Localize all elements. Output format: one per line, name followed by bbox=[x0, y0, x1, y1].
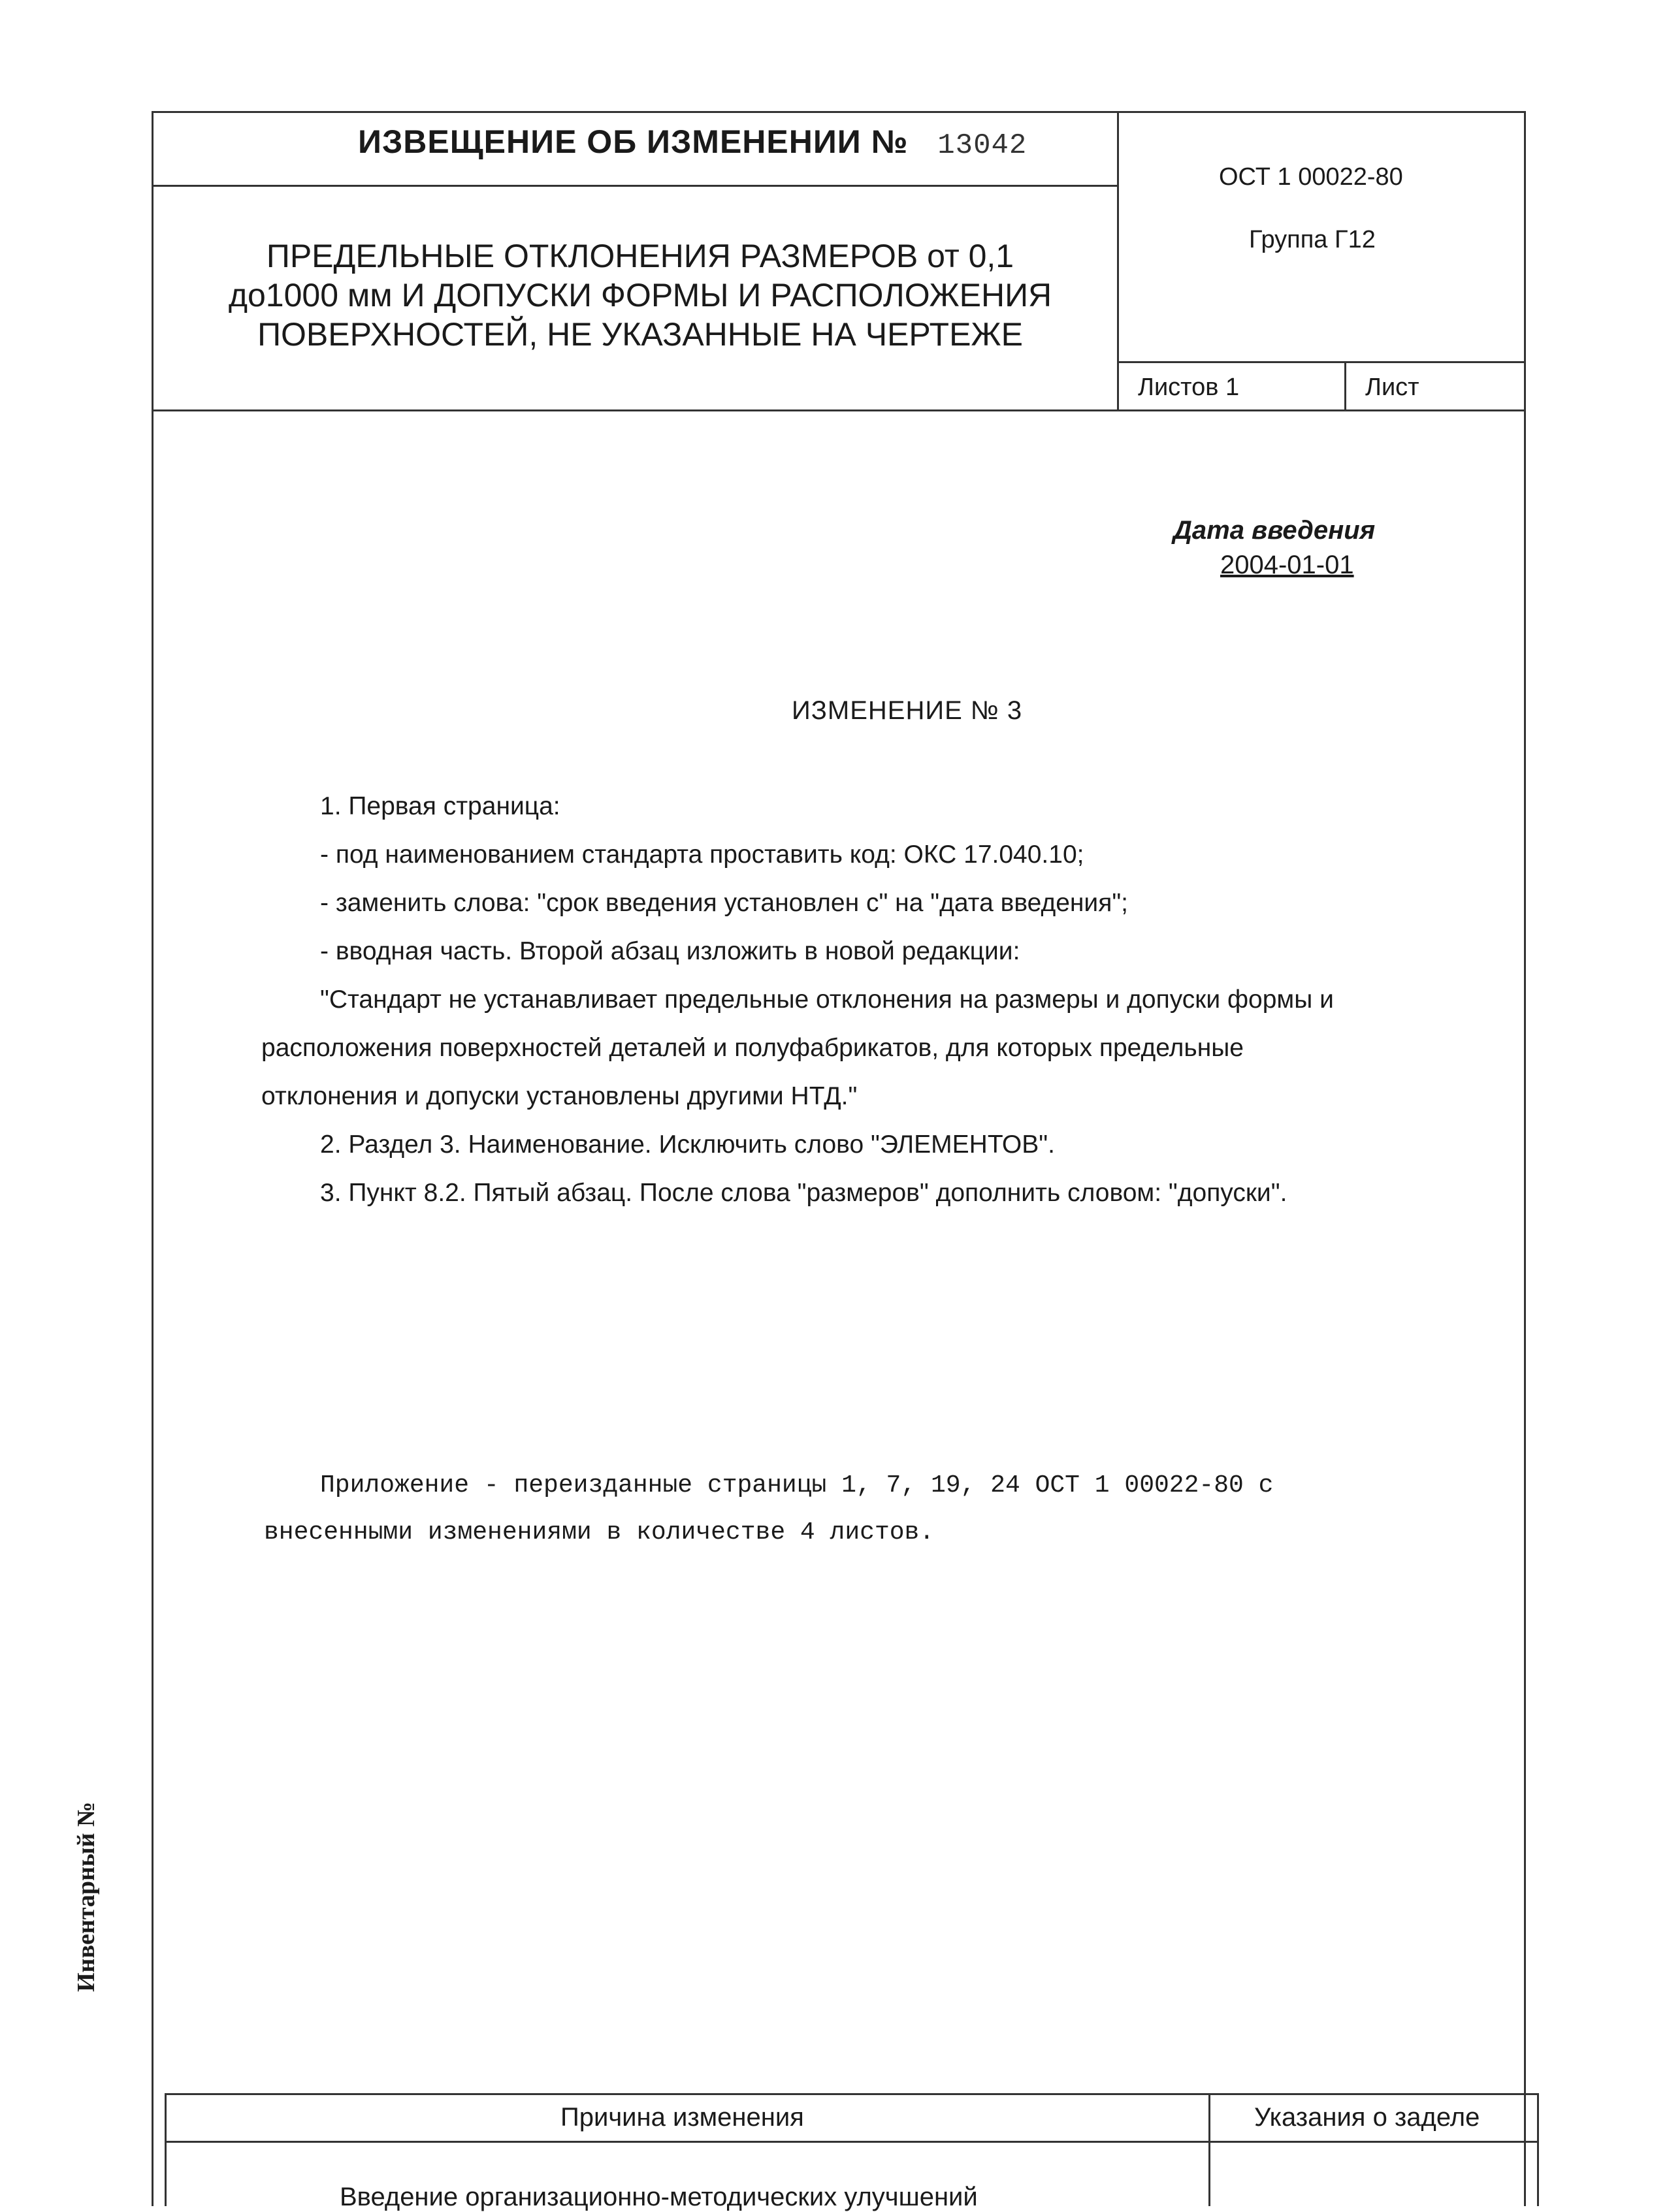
notice-heading bbox=[358, 123, 1027, 162]
sheet-label: Лист bbox=[1365, 374, 1419, 401]
instructions-label: Указания о заделе bbox=[1254, 2103, 1480, 2132]
group-code: Группа Г12 bbox=[1249, 226, 1376, 253]
change-item-3: 3. Пункт 8.2. Пятый абзац. После слова "размеров" дополнить словом: "допуски". bbox=[320, 1179, 1287, 1207]
quoted-paragraph-line-1: "Стандарт не устанавливает предельные отклонения на размеры и допуски формы и bbox=[320, 986, 1334, 1014]
change-item-2: 2. Раздел 3. Наименование. Исключить слово "ЭЛЕМЕНТОВ". bbox=[320, 1130, 1055, 1159]
sheets-row-top bbox=[1117, 361, 1526, 363]
appendix-line-2: внесенными изменениями в количестве 4 листов. bbox=[264, 1518, 935, 1547]
change-item-1c: - вводная часть. Второй абзац изложить в новой редакции: bbox=[320, 937, 1020, 965]
quoted-paragraph-line-2: расположения поверхностей деталей и полуфабрикатов, для которых предельные bbox=[261, 1034, 1244, 1062]
footer-left-border bbox=[165, 2093, 167, 2206]
introduction-date-label: Дата введения bbox=[1173, 516, 1376, 545]
change-item-1: 1. Первая страница: bbox=[320, 792, 560, 820]
header-vertical-divider bbox=[1117, 111, 1119, 411]
appendix-line-1: Приложение - переизданные страницы 1, 7, 19, 24 ОСТ 1 00022-80 с bbox=[320, 1471, 1274, 1499]
sheets-count: Листов 1 bbox=[1138, 374, 1240, 401]
notice-number: 13042 bbox=[937, 129, 1028, 162]
inventory-number-label: Инвентарный № bbox=[73, 1801, 100, 1992]
document-title-line-3: ПОВЕРХНОСТЕЙ, НЕ УКАЗАННЫЕ НА ЧЕРТЕЖЕ bbox=[257, 316, 1023, 353]
reason-text: Введение организационно-методических улучшений bbox=[340, 2183, 978, 2211]
introduction-date-value: 2004-01-01 bbox=[1220, 551, 1354, 579]
quoted-paragraph-line-3: отклонения и допуски установлены другими НТД." bbox=[261, 1082, 858, 1110]
reason-label: Причина изменения bbox=[560, 2103, 804, 2132]
footer-divider bbox=[1208, 2093, 1210, 2206]
change-item-1b: - заменить слова: "срок введения установлен с" на "дата введения"; bbox=[320, 889, 1129, 917]
change-item-1a: - под наименованием стандарта проставить код: ОКС 17.040.10; bbox=[320, 841, 1084, 869]
header-bottom-line bbox=[152, 409, 1526, 411]
footer-right-border bbox=[1537, 2093, 1539, 2206]
sheets-row-divider bbox=[1344, 361, 1346, 411]
document-title-line-1: ПРЕДЕЛЬНЫЕ ОТКЛОНЕНИЯ РАЗМЕРОВ от 0,1 bbox=[266, 238, 1014, 274]
footer-mid-line bbox=[165, 2141, 1539, 2143]
header-divider-left bbox=[152, 185, 1118, 187]
doc-code: ОСТ 1 00022-80 bbox=[1219, 163, 1403, 191]
footer-top-line bbox=[165, 2093, 1539, 2095]
document-title-line-2: до1000 мм И ДОПУСКИ ФОРМЫ И РАСПОЛОЖЕНИЯ bbox=[228, 277, 1052, 313]
change-title: ИЗМЕНЕНИЕ № 3 bbox=[792, 696, 1023, 725]
notice-title: ИЗВЕЩЕНИЕ ОБ ИЗМЕНЕНИИ № bbox=[358, 123, 909, 160]
document-title bbox=[170, 236, 1110, 354]
